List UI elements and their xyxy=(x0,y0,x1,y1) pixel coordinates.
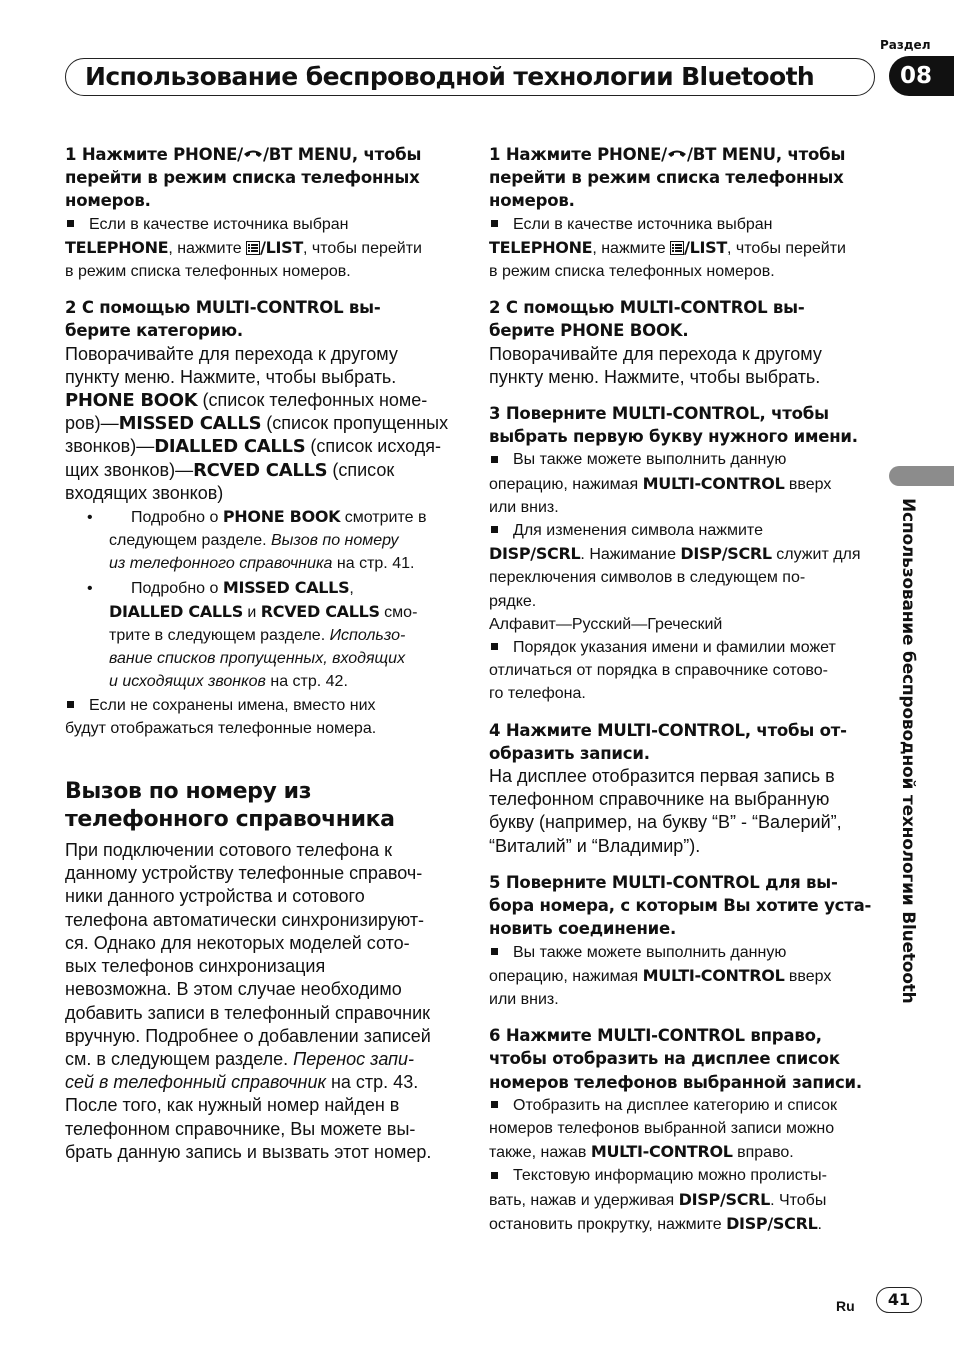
step-heading-text: 2 С помощью MULTI-CONTROL вы- xyxy=(65,298,381,318)
note-bullet-icon xyxy=(491,1172,498,1179)
note-bullet-icon xyxy=(67,220,74,227)
step-heading-text: номеров телефонов выбранной записи. xyxy=(489,1072,862,1092)
step-heading-text: выбрать первую букву нужного имени. xyxy=(489,427,858,447)
cross-reference: Перенос запи- xyxy=(293,1048,415,1069)
note: Текстовую информацию можно пролисты- xyxy=(489,1164,881,1187)
step-2: 2 С помощью MULTI-CONTROL вы- берите PHONE BOOK. Поворачивайте для перехода к другому пункту меню. Нажмите, чтобы выбрать. xyxy=(489,296,881,389)
step-heading-text: бора номера, с которым Вы хотите уста- xyxy=(489,896,872,916)
cross-reference: из телефонного справочника xyxy=(109,555,333,573)
step-4: 4 Нажмите MULTI-CONTROL, чтобы от- образить записи. На дисплее отобразится первая запись в телефонном справочнике на выбранную букву (например, на букву “В” - “Валерий”, “Виталий” и “Владимир”). xyxy=(489,719,881,858)
step-heading-text: берите категорию. xyxy=(65,321,243,341)
page-title: Использование беспроводной технологии Bluetooth xyxy=(85,62,815,91)
step-heading-text: новить соединение. xyxy=(489,919,677,939)
note-bullet-icon xyxy=(491,456,498,463)
step-heading-text: 5 Поверните MULTI-CONTROL для вы- xyxy=(489,872,838,892)
step-heading-text: перейти в режим списка телефонных xyxy=(489,168,844,188)
left-column xyxy=(65,143,457,1164)
note-bullet-icon xyxy=(67,701,74,708)
step-heading-text: номеров. xyxy=(65,191,151,211)
step-heading-text: перейти в режим списка телефонных xyxy=(65,168,420,188)
note: Отобразить на дисплее категорию и список xyxy=(489,1094,881,1117)
language-code: Ru xyxy=(836,1298,855,1314)
step-heading-text: /BT MENU, чтобы xyxy=(262,145,422,164)
step-heading-text: образить записи. xyxy=(489,743,650,763)
note: Для изменения символа нажмите xyxy=(489,519,881,542)
note-bullet-icon xyxy=(491,643,498,650)
phone-icon xyxy=(667,148,687,162)
section-heading: Вызов по номеру из телефонного справочника xyxy=(65,779,395,833)
step-heading-text: 3 Поверните MULTI-CONTROL, чтобы xyxy=(489,404,829,424)
phone-icon xyxy=(243,148,263,162)
bullet-icon: • xyxy=(87,579,93,597)
cross-reference: Вызов по номеру xyxy=(270,532,399,550)
step-1: 1 Нажмите PHONE/ /BT MENU, чтобы перейти в режим списка телефонных номеров. Если в качестве источника выбран TELEPHONE, нажмите /LIST, чтобы перейти в режим списка телефонных номеров. xyxy=(489,143,881,283)
bullet-item: • Подробно о PHONE BOOK смотрите в следующем разделе. Вызов по номеру из телефонного справочника на стр. 41. xyxy=(87,507,427,573)
cross-reference: Использо- xyxy=(329,627,406,645)
step-heading-text: 6 Нажмите MULTI-CONTROL вправо, xyxy=(489,1026,822,1046)
right-column xyxy=(489,143,881,1236)
step-heading-text: 1 Нажмите PHONE/ xyxy=(65,145,243,164)
note: Если не сохранены имена, вместо них xyxy=(65,694,457,717)
step-heading-text: берите PHONE BOOK. xyxy=(489,321,689,341)
list-icon xyxy=(246,241,260,255)
step-heading-text: 1 Нажмите PHONE/ xyxy=(489,145,667,164)
note: Вы также можете выполнить данную xyxy=(489,448,881,471)
step-1: 1 Нажмите PHONE/ /BT MENU, чтобы перейти в режим списка телефонных номеров. Если в качестве источника выбран TELEPHONE, нажмите /LIST, чтобы перейти в режим списка телефонных номеров. xyxy=(65,143,457,283)
step-heading-text: чтобы отобразить на дисплее список xyxy=(489,1049,840,1069)
note-bullet-icon xyxy=(491,948,498,955)
section-paragraph: При подключении сотового телефона к данному устройству телефонные справоч- ники данного устройства и сотового телефона автоматически синхронизируют- ся. Однако для некоторых моделей сото- вых телефонов синхронизация невозможна. В этом случае необходимо добавить записи в телефонный справочник вручную. Подробнее о добавлении записей см. в следующем разделе. Перенос запи- сей в телефонный справочник на стр. 43. После того, как нужный номер найден в телефонном справочнике, Вы можете вы- брать данную запись и вызвать этот номер. xyxy=(65,840,432,1162)
note: Порядок указания имени и фамилии может xyxy=(489,636,881,659)
step-6: 6 Нажмите MULTI-CONTROL вправо, чтобы отобразить на дисплее список номеров телефонов выбранной записи. Отобразить на дисплее категорию и список номеров телефонов выбранной записи можно также, нажав MULTI-CONTROL вправо. Текстовую информацию можно пролисты- вать, нажав и удерживая DISP/SCRL. Чтобы остановить прокрутку, нажмите DISP/SCRL. xyxy=(489,1024,881,1236)
cross-reference: сей в телефонный справочник xyxy=(65,1072,326,1093)
section-label: Раздел xyxy=(880,38,931,52)
note-bullet-icon xyxy=(491,220,498,227)
bullet-icon: • xyxy=(87,509,93,527)
step-heading-text: номеров. xyxy=(489,191,575,211)
note-bullet-icon xyxy=(491,526,498,533)
bullet-item: • Подробно о MISSED CALLS, DIALLED CALLS и RCVED CALLS смо- трите в следующем разделе. Использо- вание списков пропущенных, входящих и исходящих звонков на стр. 42. xyxy=(87,577,418,691)
note: Вы также можете выполнить данную xyxy=(489,941,881,964)
step-2: 2 С помощью MULTI-CONTROL вы- берите категорию. Поворачивайте для перехода к другому пункту меню. Нажмите, чтобы выбрать. PHONE BOOK (список телефонных номе- ров)—MISSED CALLS (список пропущенных звонков)—DIALLED CALLS (список исходя- щих звонков)—RCVED CALLS (список входящих звонков) • Подробно о PHONE BOOK смотрите в следующем разделе. Вызов по номеру из телефонного справочника на стр. 41. • Подробно о MISSED CALLS, DIALLED CALLS и RCVED CALLS смо- трите в следующем разделе. Использо- вание списков пропущенных, входящих и исходящих звонков на стр. 42. Если не сохранены имена, вместо них будут отображаться телефонные номера. xyxy=(65,296,457,740)
note: Если в качестве источника выбран xyxy=(65,213,457,236)
page-number: 41 xyxy=(876,1287,922,1313)
step-3: 3 Поверните MULTI-CONTROL, чтобы выбрать первую букву нужного имени. Вы также можете выполнить данную операцию, нажимая MULTI-CONTROL вверх или вниз. Для изменения символа нажмите DISP/SCRL. Нажимание DISP/SCRL служит для переключения символов в следующем по- рядке. Алфавит—Русский—Греческий Порядок указания имени и фамилии может отличаться от порядка в справочнике сотово- го телефона. xyxy=(489,402,881,706)
side-section-title: Использование беспроводной технологии Bluetooth xyxy=(898,498,918,1004)
step-heading-text: 2 С помощью MULTI-CONTROL вы- xyxy=(489,298,805,318)
section-number-badge: 08 xyxy=(889,56,954,96)
side-tab-marker xyxy=(889,466,954,486)
step-5: 5 Поверните MULTI-CONTROL для вы- бора номера, с которым Вы хотите уста- новить соединение. Вы также можете выполнить данную операцию, нажимая MULTI-CONTROL вверх или вниз. xyxy=(489,871,881,1011)
step-heading-text: /BT MENU, чтобы xyxy=(686,145,846,164)
note-bullet-icon xyxy=(491,1101,498,1108)
list-icon xyxy=(670,241,684,255)
step-heading-text: 4 Нажмите MULTI-CONTROL, чтобы от- xyxy=(489,720,847,740)
note: Если в качестве источника выбран xyxy=(489,213,881,236)
